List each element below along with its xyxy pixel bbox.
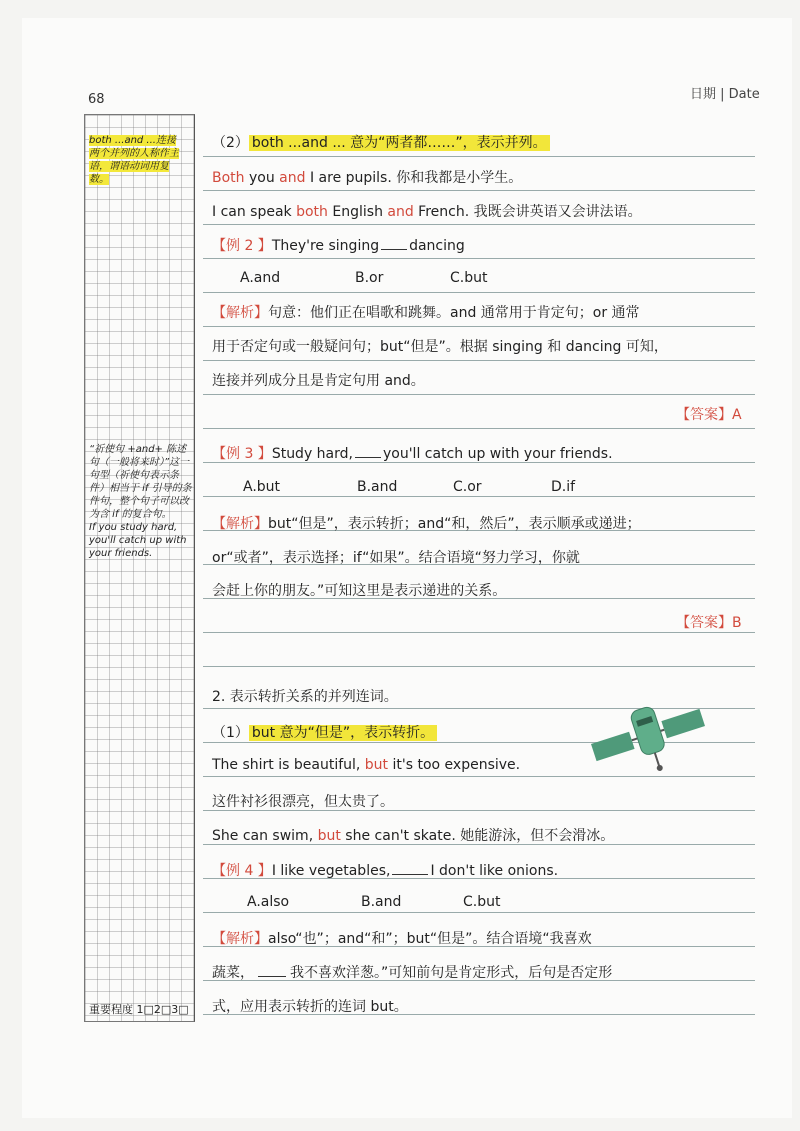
ruled-line (203, 428, 755, 429)
keyword: but (317, 828, 341, 844)
ruled-line (203, 224, 755, 225)
ruled-line (203, 292, 755, 293)
ruled-line (203, 190, 755, 191)
stem-part: you'll catch up with your friends. (382, 446, 613, 462)
example-4-analysis-1 (212, 928, 592, 948)
both-and-heading (212, 132, 550, 152)
note2-text: “祈使句 +and+ 陈述句（一般将来时）”这一句型（祈使句表示条件）相当于 if 引导的条件句，整个句子可以改为含 if 的复合句。 (89, 444, 192, 520)
choice-c: C.but (450, 270, 488, 286)
analysis-tag: 【解析】 (212, 931, 268, 947)
text: French. 我既会讲英语又会讲法语。 (413, 204, 642, 220)
importance-rating: 重要程度 1□2□3□ (89, 1003, 189, 1016)
side-note-both-and (89, 134, 185, 186)
but-rule: but 意为“但是”，表示转折。 (249, 725, 437, 741)
ruled-line (203, 258, 755, 259)
solar-panel-left (591, 732, 635, 761)
choice-c: C.but (463, 894, 501, 910)
example-tag: 【例 3 】 (212, 446, 272, 462)
ruled-line (203, 156, 755, 157)
both-and-rule: both ...and ... 意为“两者都……”，表示并列。 (249, 135, 550, 151)
choice-a: A.but (243, 479, 281, 495)
keyword: both (296, 204, 328, 220)
stem-part: I don't like onions. (430, 863, 559, 879)
answer-blank (355, 457, 381, 458)
keyword: and (387, 204, 414, 220)
example-2-analysis-1 (212, 302, 640, 322)
ruled-line (203, 666, 755, 667)
text: She can swim, (212, 828, 318, 844)
keyword: but (364, 757, 389, 773)
note1-highlight: both ...and ... (89, 135, 156, 146)
choice-c: C.or (453, 479, 482, 495)
both-and-example-1 (212, 167, 522, 187)
but-example-1 (212, 757, 520, 773)
text: I are pupils. 你和我都是小学生。 (305, 170, 523, 186)
choice-d: D.if (551, 479, 576, 495)
text: English (327, 204, 388, 220)
ruled-line (203, 394, 755, 395)
side-note-imperative (89, 443, 192, 560)
keyword: and (279, 170, 306, 186)
analysis-text: 句意：他们正在唱歌和跳舞。and 通常用于肯定句；or 通常 (268, 305, 640, 321)
choice-b: B.and (357, 479, 398, 495)
choice-a: A.also (247, 894, 290, 910)
satellite-illustration (583, 690, 713, 780)
example-3-stem (212, 443, 613, 463)
analysis-text: 蔬菜， (212, 965, 254, 981)
date-label: 日期 | Date (690, 87, 760, 102)
page-number: 68 (88, 92, 105, 107)
example-4-analysis-3: 式，应用表示转折的连词 but。 (212, 999, 408, 1015)
example-4-stem (212, 860, 558, 880)
ruled-line (203, 912, 755, 913)
answer-value: A (732, 407, 742, 423)
example-3-analysis-3: 会赶上你的朋友。”可知这里是表示递进的关系。 (212, 583, 507, 599)
example-tag: 【例 4 】 (212, 863, 272, 879)
ruled-line (203, 326, 755, 327)
analysis-tag: 【解析】 (212, 516, 268, 532)
answer-tag: 【答案】 (676, 615, 732, 631)
satellite-body (629, 705, 666, 756)
choice-b: B.and (361, 894, 402, 910)
but-num: （1） (212, 725, 249, 741)
answer-tag: 【答案】 (676, 407, 732, 423)
example-2-answer (676, 404, 742, 424)
text: I can speak (212, 204, 297, 220)
keyword: Both (212, 170, 245, 186)
choice-b: B.or (355, 270, 384, 286)
ruled-line (203, 360, 755, 361)
example-2-stem (212, 235, 465, 255)
ruled-line (203, 632, 755, 633)
note2-example: If you study hard, you'll catch up with your friends. (89, 522, 187, 559)
analysis-tag: 【解析】 (212, 305, 268, 321)
ruled-line (203, 496, 755, 497)
example-2-analysis-3: 连接并列成分且是肯定句用 and。 (212, 373, 425, 389)
choice-a: A.and (240, 270, 281, 286)
answer-value: B (732, 615, 742, 631)
stem-part: They're singing (271, 238, 380, 254)
example-tag: 【例 2 】 (212, 238, 272, 254)
example-3-answer (676, 612, 742, 632)
but-heading (212, 722, 437, 742)
text: The shirt is beautiful, (212, 757, 365, 773)
note1-text: 连接两个并列的人称作主语，谓语动词用复数。 (89, 135, 179, 185)
side-note-grid (84, 114, 195, 1022)
stem-part: Study hard, (271, 446, 353, 462)
text: you (244, 170, 280, 186)
but-example-2 (212, 825, 614, 845)
analysis-text: also“也”；and“和”；but“但是”。结合语境“我喜欢 (268, 931, 592, 947)
analysis-text: 我不喜欢洋葱。”可知前句是肯定形式，后句是否定形 (290, 965, 613, 981)
both-and-num: （2） (212, 135, 249, 151)
text: it's too expensive. (388, 757, 521, 773)
example-4-analysis-2 (212, 962, 612, 982)
example-2-analysis-2: 用于否定句或一般疑问句；but“但是”。根据 singing 和 dancing 可知， (212, 339, 668, 355)
both-and-example-2 (212, 201, 642, 221)
answer-blank (258, 976, 286, 977)
but-section-title: 2. 表示转折关系的并列连词。 (212, 689, 398, 705)
answer-blank (392, 874, 428, 875)
but-example-1-cn: 这件衬衫很漂亮，但太贵了。 (212, 794, 394, 810)
example-3-analysis-1 (212, 513, 641, 533)
stem-part: dancing (409, 238, 465, 254)
solar-panel-right (661, 709, 705, 738)
answer-blank (381, 249, 407, 250)
text: she can't skate. 她能游泳，但不会滑冰。 (340, 828, 615, 844)
analysis-text: but“但是”，表示转折；and“和，然后”，表示顺承或递进； (268, 516, 641, 532)
stem-part: I like vegetables, (271, 863, 391, 879)
example-3-analysis-2: or“或者”，表示选择；if“如果”。结合语境“努力学习，你就 (212, 550, 580, 566)
